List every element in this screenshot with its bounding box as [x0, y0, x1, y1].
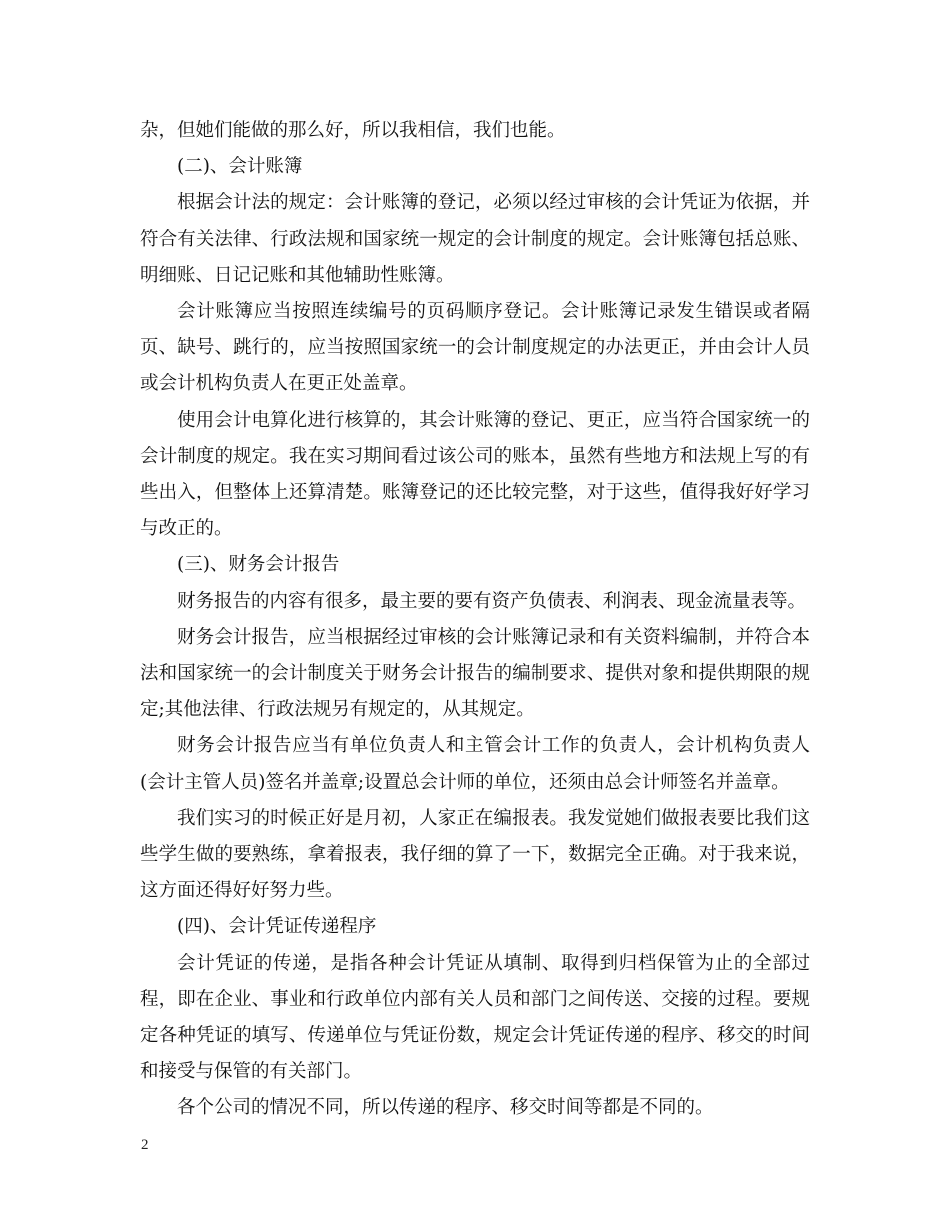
paragraph: 会计账簿应当按照连续编号的页码顺序登记。会计账簿记录发生错误或者隔页、缺号、跳行的，应当按照国家统一的会计制度规定的办法更正，并由会计人员或会计机构负责人在更正处盖章。	[140, 301, 810, 395]
paragraph: 会计凭证的传递，是指各种会计凭证从填制、取得到归档保管为止的全部过程，即在企业、事业和行政单位内部有关人员和部门之间传送、交接的过程。要规定各种凭证的填写、传递单位与凭证份数，规定会计凭证传递的程序、移交的时间和接受与保管的有关部门。	[140, 952, 810, 1083]
section-heading: (四)、会计凭证传递程序	[177, 916, 377, 938]
paragraph: 我们实习的时候正好是月初，人家正在编报表。我发觉她们做报表要比我们这些学生做的要熟练，拿着报表，我仔细的算了一下，数据完全正确。对于我来说，这方面还得好好努力些。	[140, 807, 810, 902]
paragraph: 财务会计报告应当有单位负责人和主管会计工作的负责人，会计机构负责人(会计主管人员)签名并盖章;设置总会计师的单位，还须由总会计师签名并盖章。	[140, 735, 810, 793]
body-text	[140, 113, 810, 1127]
paragraph: 财务会计报告，应当根据经过审核的会计账簿记录和有关资料编制，并符合本法和国家统一的会计制度关于财务会计报告的编制要求、提供对象和提供期限的规定;其他法律、行政法规另有规定的，从其规定。	[140, 626, 810, 721]
page-number: 2	[141, 1137, 149, 1153]
paragraph: 财务报告的内容有很多，最主要的要有资产负债表、利润表、现金流量表等。	[177, 590, 807, 612]
section-heading: (三)、财务会计报告	[177, 554, 340, 576]
paragraph: 杂，但她们能做的那么好，所以我相信，我们也能。	[140, 120, 566, 141]
section-heading: (二)、会计账簿	[177, 156, 303, 178]
paragraph: 根据会计法的规定：会计账簿的登记，必须以经过审核的会计凭证为依据，并符合有关法律、行政法规和国家统一规定的会计制度的规定。会计账簿包括总账、明细账、日记记账和其他辅助性账簿。	[140, 192, 810, 286]
paragraph: 各个公司的情况不同，所以传递的程序、移交时间等都是不同的。	[177, 1097, 714, 1119]
paragraph: 使用会计电算化进行核算的，其会计账簿的登记、更正，应当符合国家统一的会计制度的规定。我在实习期间看过该公司的账本，虽然有些地方和法规上写的有些出入，但整体上还算清楚。账簿登记的还比较完整，对于这些，值得我好好学习与改正的。	[140, 409, 810, 540]
